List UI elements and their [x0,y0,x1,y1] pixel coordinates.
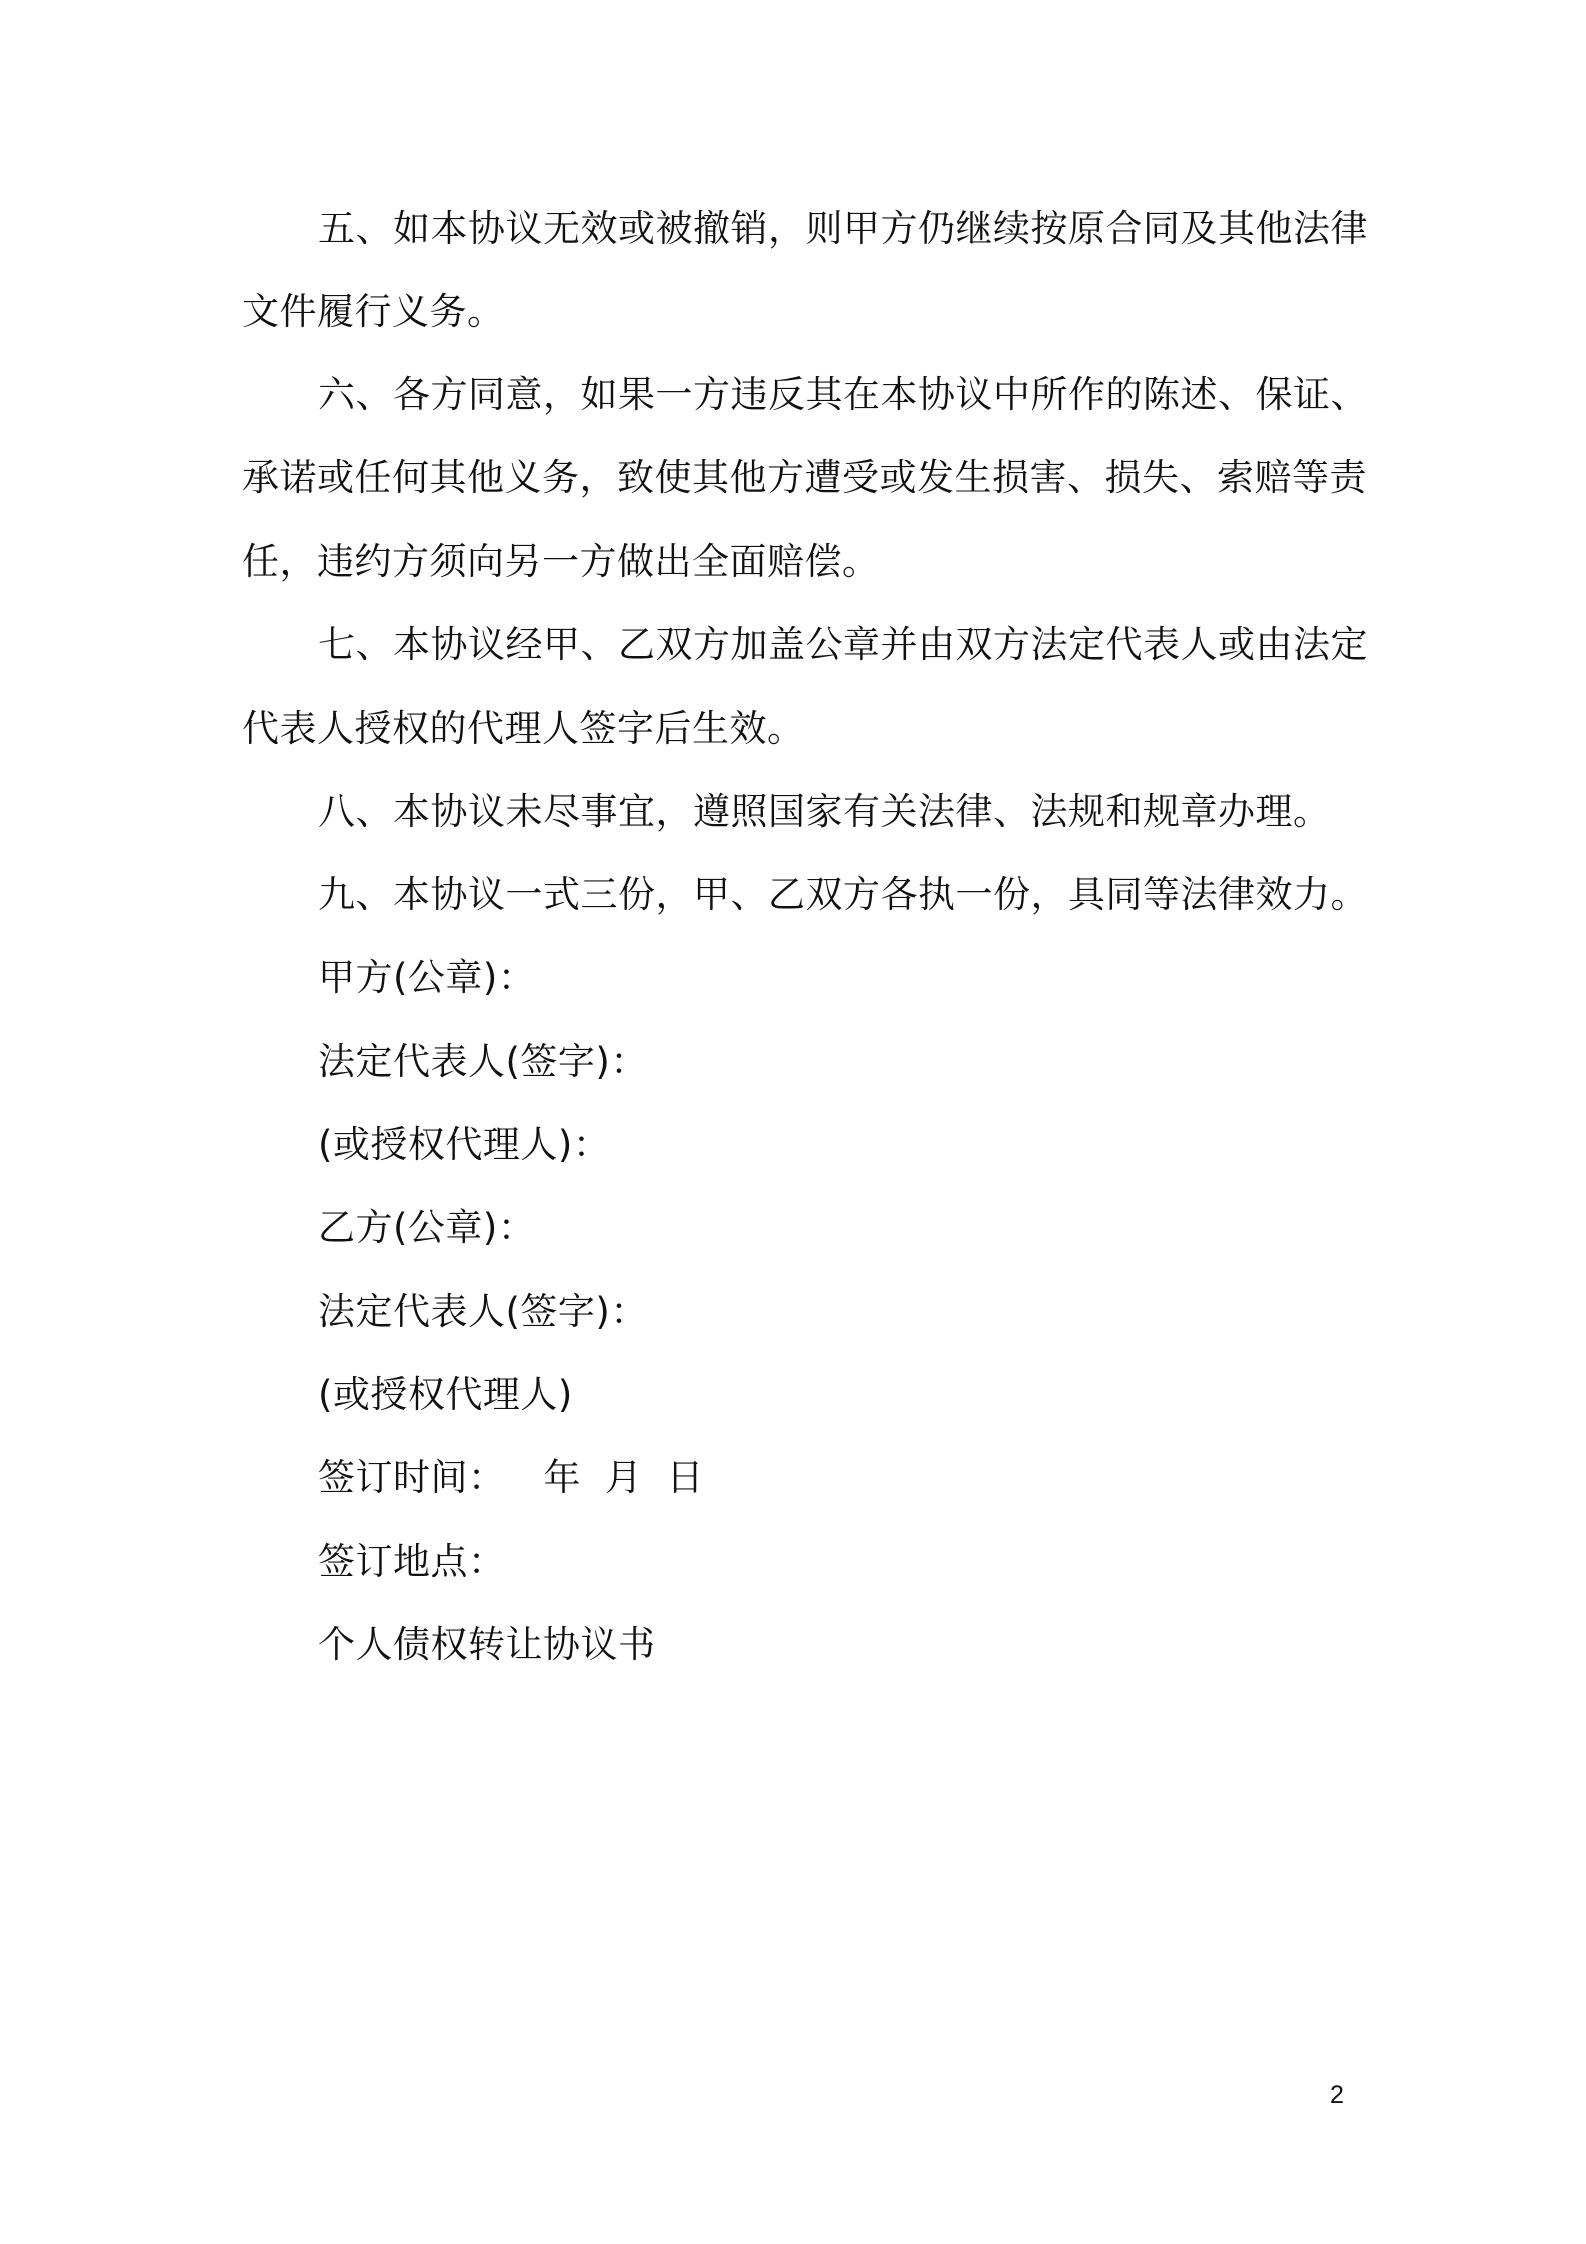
clause-7-line-1: 七、本协议经甲、乙双方加盖公章并由双方法定代表人或由法定 [318,623,1368,666]
party-a-seal-label: 甲方(公章)： [318,956,536,999]
sign-place-label: 签订地点： [318,1540,506,1583]
date-year-label: 年 [543,1456,581,1499]
clause-6-line-3: 任，违约方须向另一方做出全面赔偿。 [242,540,880,583]
next-document-title: 个人债权转让协议书 [318,1623,656,1666]
party-b-seal-label: 乙方(公章)： [318,1206,536,1249]
sign-date-label: 签订时间： [318,1456,506,1499]
party-a-agent-label: (或授权代理人)： [318,1123,611,1166]
page-number: 2 [1330,2081,1344,2109]
date-month-label: 月 [605,1456,643,1499]
clause-7-line-2: 代表人授权的代理人签字后生效。 [242,707,805,750]
clause-8: 八、本协议未尽事宜，遵照国家有关法律、法规和规章办理。 [318,790,1331,833]
clause-6-line-2: 承诺或任何其他义务，致使其他方遭受或发生损害、损失、索赔等责 [242,456,1367,499]
party-b-rep-label: 法定代表人(签字)： [318,1290,648,1333]
clause-9: 九、本协议一式三份，甲、乙双方各执一份，具同等法律效力。 [318,873,1368,916]
party-b-agent-label: (或授权代理人) [318,1373,573,1416]
date-day-label: 日 [666,1456,704,1499]
party-a-rep-label: 法定代表人(签字)： [318,1040,648,1083]
clause-5-line-2: 文件履行义务。 [242,290,505,333]
sign-date-row [318,1453,704,1503]
clause-5-line-1: 五、如本协议无效或被撤销，则甲方仍继续按原合同及其他法律 [318,207,1368,250]
clause-6-line-1: 六、各方同意，如果一方违反其在本协议中所作的陈述、保证、 [318,373,1368,416]
